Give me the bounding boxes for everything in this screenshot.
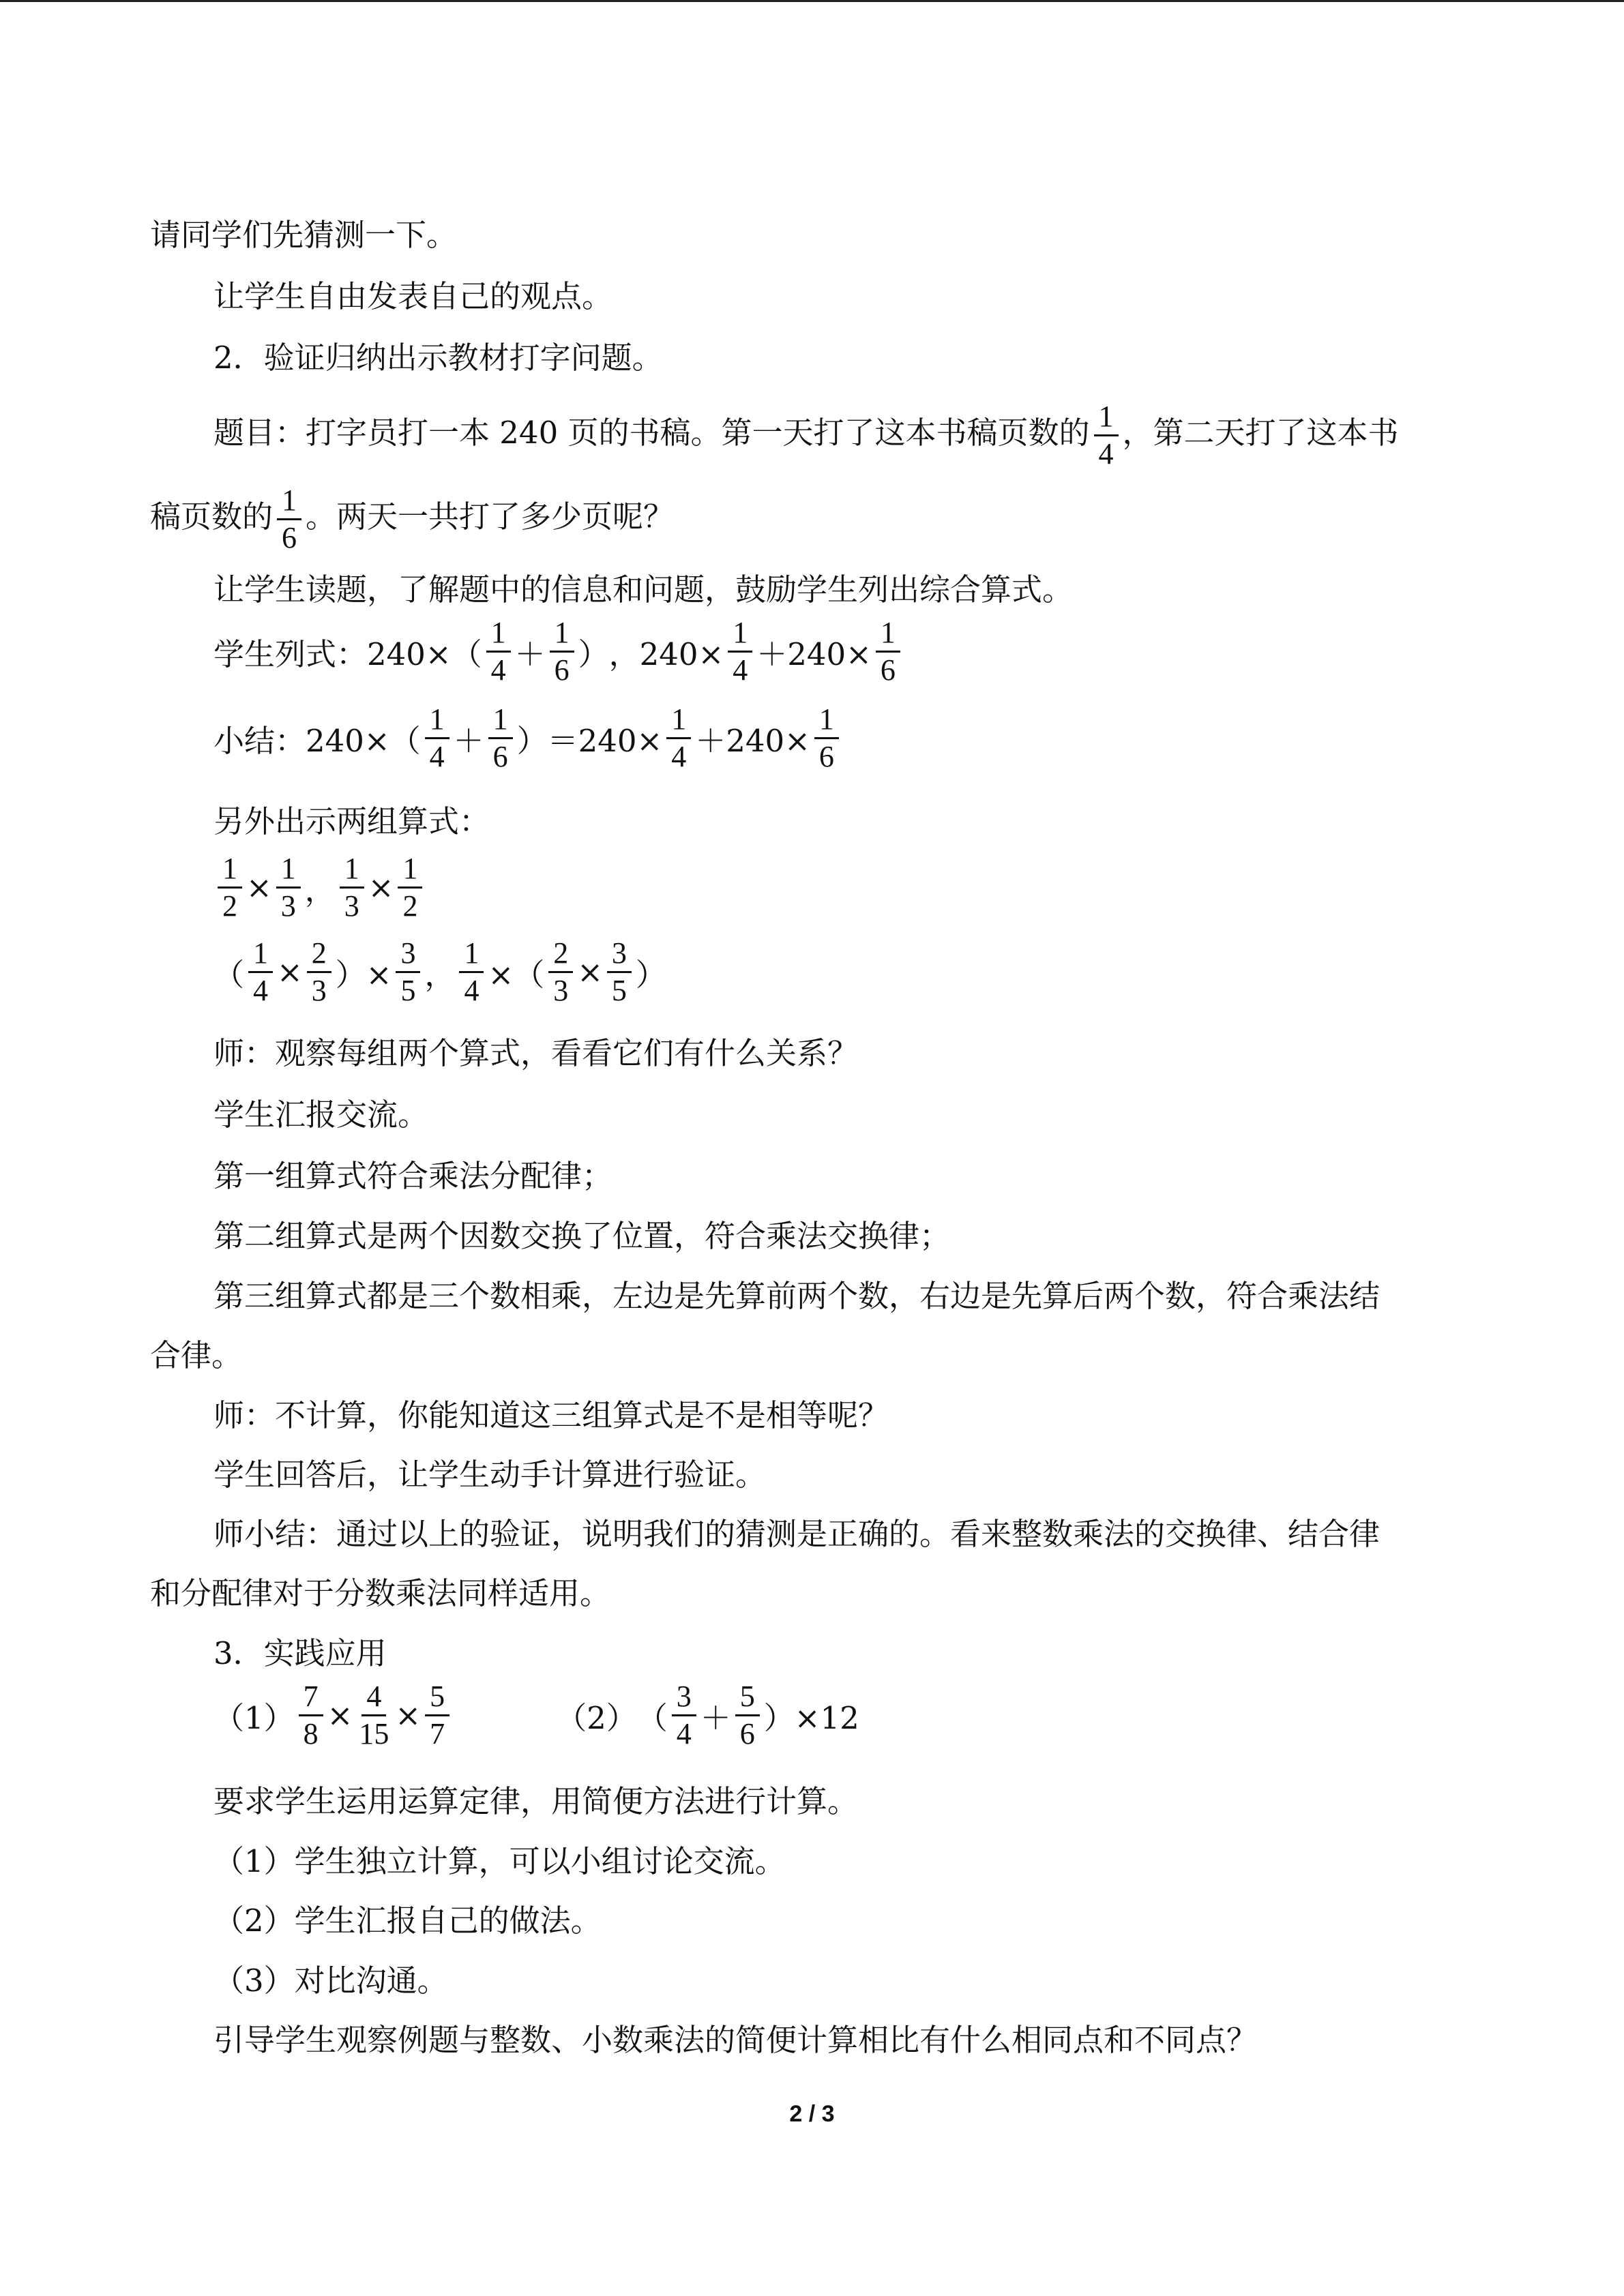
- denominator: 2: [402, 889, 418, 923]
- page-number: 2 / 3: [789, 2101, 835, 2127]
- fraction: [425, 702, 449, 775]
- fraction: [550, 615, 574, 688]
- numerator: 3: [607, 936, 632, 973]
- fraction: [276, 851, 301, 924]
- fraction: [248, 936, 273, 1009]
- numerator: 5: [425, 1679, 449, 1716]
- paragraph: 引导学生观察例题与整数、小数乘法的简便计算相比有什么相同点和不同点？: [213, 2022, 1258, 2058]
- math-expression: [213, 694, 843, 782]
- numerator: 1: [488, 702, 513, 739]
- paragraph: 师：不计算，你能知道这三组算式是不是相等呢？: [213, 1397, 889, 1433]
- denominator: 2: [222, 889, 237, 923]
- numerator: 4: [361, 1679, 386, 1716]
- paragraph: 学生汇报交流。: [213, 1097, 429, 1133]
- fraction: [607, 936, 632, 1009]
- paragraph: 让学生读题，了解题中的信息和问题，鼓励学生列出综合算式。: [213, 571, 1074, 608]
- denominator: 15: [359, 1716, 389, 1750]
- operator: ）×12: [763, 1699, 859, 1736]
- denominator: 4: [464, 973, 479, 1007]
- fraction: [459, 936, 484, 1009]
- section-heading: 3．实践应用: [213, 1635, 387, 1671]
- math-expression: [213, 927, 666, 1016]
- operator: ×: [368, 869, 394, 906]
- operator: ）×: [335, 956, 392, 993]
- operator: ）: [578, 636, 609, 672]
- fraction: [218, 851, 242, 924]
- problem-statement: [213, 399, 1460, 471]
- numerator: 1: [218, 851, 242, 889]
- math-expression: [213, 843, 426, 931]
- denominator: 6: [282, 521, 297, 554]
- fraction: [876, 615, 900, 688]
- numerator: 3: [396, 936, 420, 973]
- numerator: 7: [299, 1679, 323, 1716]
- paragraph: （1）学生独立计算，可以小组讨论交流。: [213, 1843, 786, 1879]
- denominator: 6: [880, 653, 896, 687]
- fraction: [340, 851, 364, 924]
- numerator: 2: [307, 936, 331, 973]
- numerator: 1: [1094, 399, 1119, 436]
- fraction: [396, 936, 420, 1009]
- denominator: 4: [733, 653, 748, 687]
- text-run: 题目：打字员打一本 240 页的书稿。第一天打了这本书稿页数的: [213, 415, 1090, 451]
- paragraph: 请同学们先猜测一下。: [150, 217, 458, 253]
- fraction: [357, 1679, 391, 1752]
- fraction: [735, 1679, 760, 1752]
- text-run: 小结：240×（: [213, 722, 421, 759]
- denominator: 4: [490, 653, 506, 687]
- text-run: 。两天一共打了多少页呢？: [306, 498, 675, 535]
- numerator: 1: [340, 851, 364, 889]
- numerator: 3: [672, 1679, 696, 1716]
- denominator: 4: [429, 739, 445, 773]
- denominator: 4: [671, 739, 687, 773]
- math-expression: [213, 607, 904, 696]
- operator: ×（: [488, 956, 545, 993]
- denominator: 4: [253, 973, 269, 1007]
- paragraph: 和分配律对于分数乘法同样适用。: [150, 1575, 611, 1611]
- numerator: 1: [276, 851, 301, 889]
- fraction: [425, 1679, 449, 1752]
- text-run: ，第二天打了这本书: [1122, 415, 1399, 451]
- denominator: 6: [554, 653, 570, 687]
- operator: ×: [395, 1697, 422, 1733]
- operator: ＝240×: [547, 722, 663, 759]
- fraction: [307, 936, 331, 1009]
- fraction: [398, 851, 422, 924]
- denominator: 8: [303, 1716, 319, 1750]
- paragraph: 学生回答后，让学生动手计算进行验证。: [213, 1457, 767, 1493]
- operator: ×: [246, 869, 272, 906]
- numerator: 1: [814, 702, 839, 739]
- fraction: [299, 1679, 323, 1752]
- fraction: [1094, 399, 1119, 472]
- fraction: [728, 615, 752, 688]
- denominator: 6: [492, 739, 508, 773]
- operator: ×: [277, 953, 303, 990]
- operator: ）: [516, 722, 548, 759]
- operator: ×: [577, 953, 603, 990]
- item-number: （1）: [213, 1699, 295, 1736]
- paragraph: 第三组算式都是三个数相乘，左边是先算前两个数，右边是先算后两个数，符合乘法结: [213, 1278, 1381, 1314]
- paragraph: 让学生自由发表自己的观点。: [213, 278, 613, 314]
- operator: ，: [304, 871, 336, 908]
- page-top-border: [0, 0, 1624, 2]
- numerator: 1: [398, 851, 422, 889]
- paragraph: 另外出示两组算式：: [213, 803, 490, 839]
- denominator: 6: [818, 739, 834, 773]
- text-run: 稿页数的: [150, 498, 274, 535]
- operator: （: [213, 956, 245, 993]
- paragraph: 要求学生运用运算定律，用简便方法进行计算。: [213, 1783, 859, 1819]
- paragraph: （2）学生汇报自己的做法。: [213, 1903, 602, 1939]
- numerator: 1: [277, 483, 301, 520]
- exercise-row: [213, 1671, 1441, 1759]
- operator: ＋240×: [695, 722, 810, 759]
- denominator: 4: [1098, 437, 1114, 471]
- numerator: 1: [459, 936, 484, 973]
- denominator: 4: [676, 1716, 692, 1750]
- denominator: 3: [280, 889, 296, 923]
- text-run: 学生列式：240×（: [213, 636, 482, 672]
- operator: ）: [635, 956, 666, 993]
- denominator: 3: [344, 889, 359, 923]
- item-number: （2）: [556, 1699, 637, 1736]
- numerator: 1: [666, 702, 691, 739]
- numerator: 1: [550, 615, 574, 653]
- operator: ＋: [514, 636, 546, 672]
- fraction: [277, 483, 301, 556]
- denominator: 7: [430, 1716, 445, 1750]
- problem-statement: [150, 483, 1460, 554]
- operator: ＋240×: [756, 636, 872, 672]
- paragraph: 合律。: [150, 1337, 243, 1373]
- fraction: [666, 702, 691, 775]
- denominator: 5: [400, 973, 416, 1007]
- numerator: 1: [728, 615, 752, 653]
- operator: ＋: [453, 722, 484, 759]
- paragraph: （3）对比沟通。: [213, 1963, 448, 1999]
- numerator: 1: [486, 615, 511, 653]
- fraction: [814, 702, 839, 775]
- fraction: [488, 702, 513, 775]
- numerator: 1: [425, 702, 449, 739]
- fraction: [672, 1679, 696, 1752]
- denominator: 3: [311, 973, 327, 1007]
- operator: ，: [424, 956, 456, 993]
- operator: ×: [327, 1697, 353, 1733]
- fraction: [548, 936, 573, 1009]
- numerator: 1: [248, 936, 273, 973]
- paragraph: 师：观察每组两个算式，看看它们有什么关系？: [213, 1035, 859, 1071]
- denominator: 3: [553, 973, 569, 1007]
- paragraph: 第二组算式是两个因数交换了位置，符合乘法交换律；: [213, 1218, 951, 1254]
- exercise-1: [213, 1679, 454, 1752]
- denominator: 5: [611, 973, 627, 1007]
- paragraph: 师小结：通过以上的验证，说明我们的猜测是正确的。看来整数乘法的交换律、结合律: [213, 1516, 1381, 1552]
- numerator: 5: [735, 1679, 760, 1716]
- exercise-2: [556, 1679, 859, 1752]
- paragraph: 第一组算式符合乘法分配律；: [213, 1158, 613, 1194]
- numerator: 2: [548, 936, 573, 973]
- operator: （: [636, 1699, 668, 1736]
- operator: ＋: [700, 1699, 731, 1736]
- section-heading: 2．验证归纳出示教材打字问题。: [213, 340, 663, 376]
- fraction: [486, 615, 511, 688]
- denominator: 6: [739, 1716, 755, 1750]
- numerator: 1: [876, 615, 900, 653]
- operator: ，240×: [608, 636, 724, 672]
